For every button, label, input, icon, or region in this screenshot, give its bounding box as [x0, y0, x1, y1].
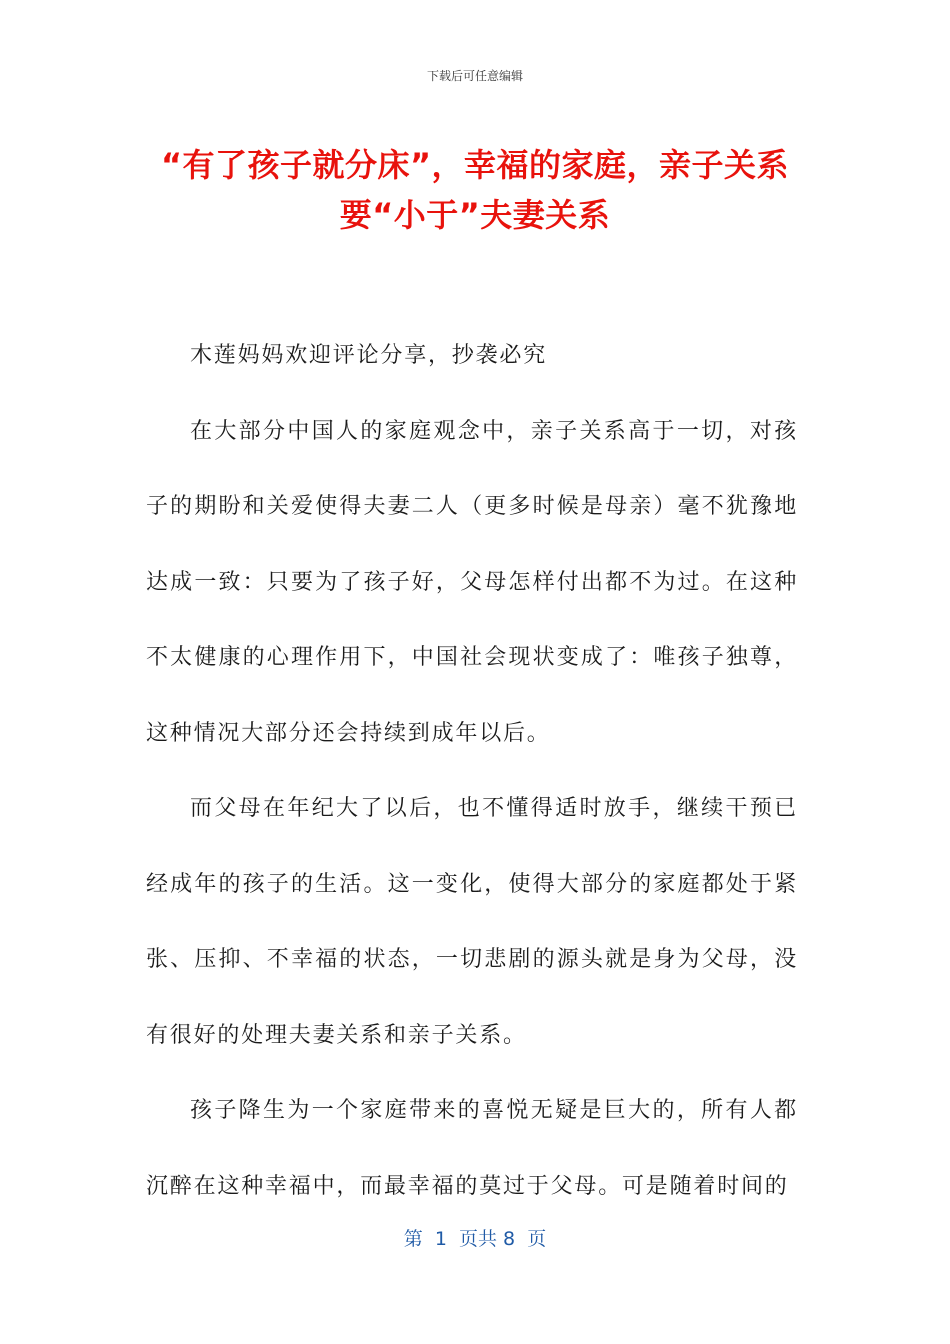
paragraph: 木莲妈妈欢迎评论分享，抄袭必究	[190, 343, 548, 368]
paragraph: 孩子降生为一个家庭带来的喜悦无疑是巨大的，所有人都沉醉在这种幸福中，而最幸福的莫过于父母。可是随着时间的	[146, 1098, 798, 1199]
page-header: 下载后可任意编辑	[426, 69, 523, 83]
page-footer: 第 1 页共 8 页	[403, 1228, 547, 1250]
paragraph: 而父母在年纪大了以后，也不懂得适时放手，继续干预已经成年的孩子的生活。这一变化，使得大部分的家庭都处于紧张、压抑、不幸福的状态，一切悲剧的源头就是身为父母，没有很好的处理夫妻关系和亲子关系。	[146, 796, 798, 1048]
document-body	[146, 318, 798, 1224]
paragraph: 在大部分中国人的家庭观念中，亲子关系高于一切，对孩子的期盼和关爱使得夫妻二人（更多时候是母亲）毫不犹豫地达成一致：只要为了孩子好，父母怎样付出都不为过。在这种不太健康的心理作用下，中国社会现状变成了：唯孩子独尊，这种情况大部分还会持续到成年以后。	[146, 418, 798, 746]
document-title: “有了孩子就分床”，幸福的家庭，亲子关系要“小于”夫妻关系	[160, 146, 790, 234]
